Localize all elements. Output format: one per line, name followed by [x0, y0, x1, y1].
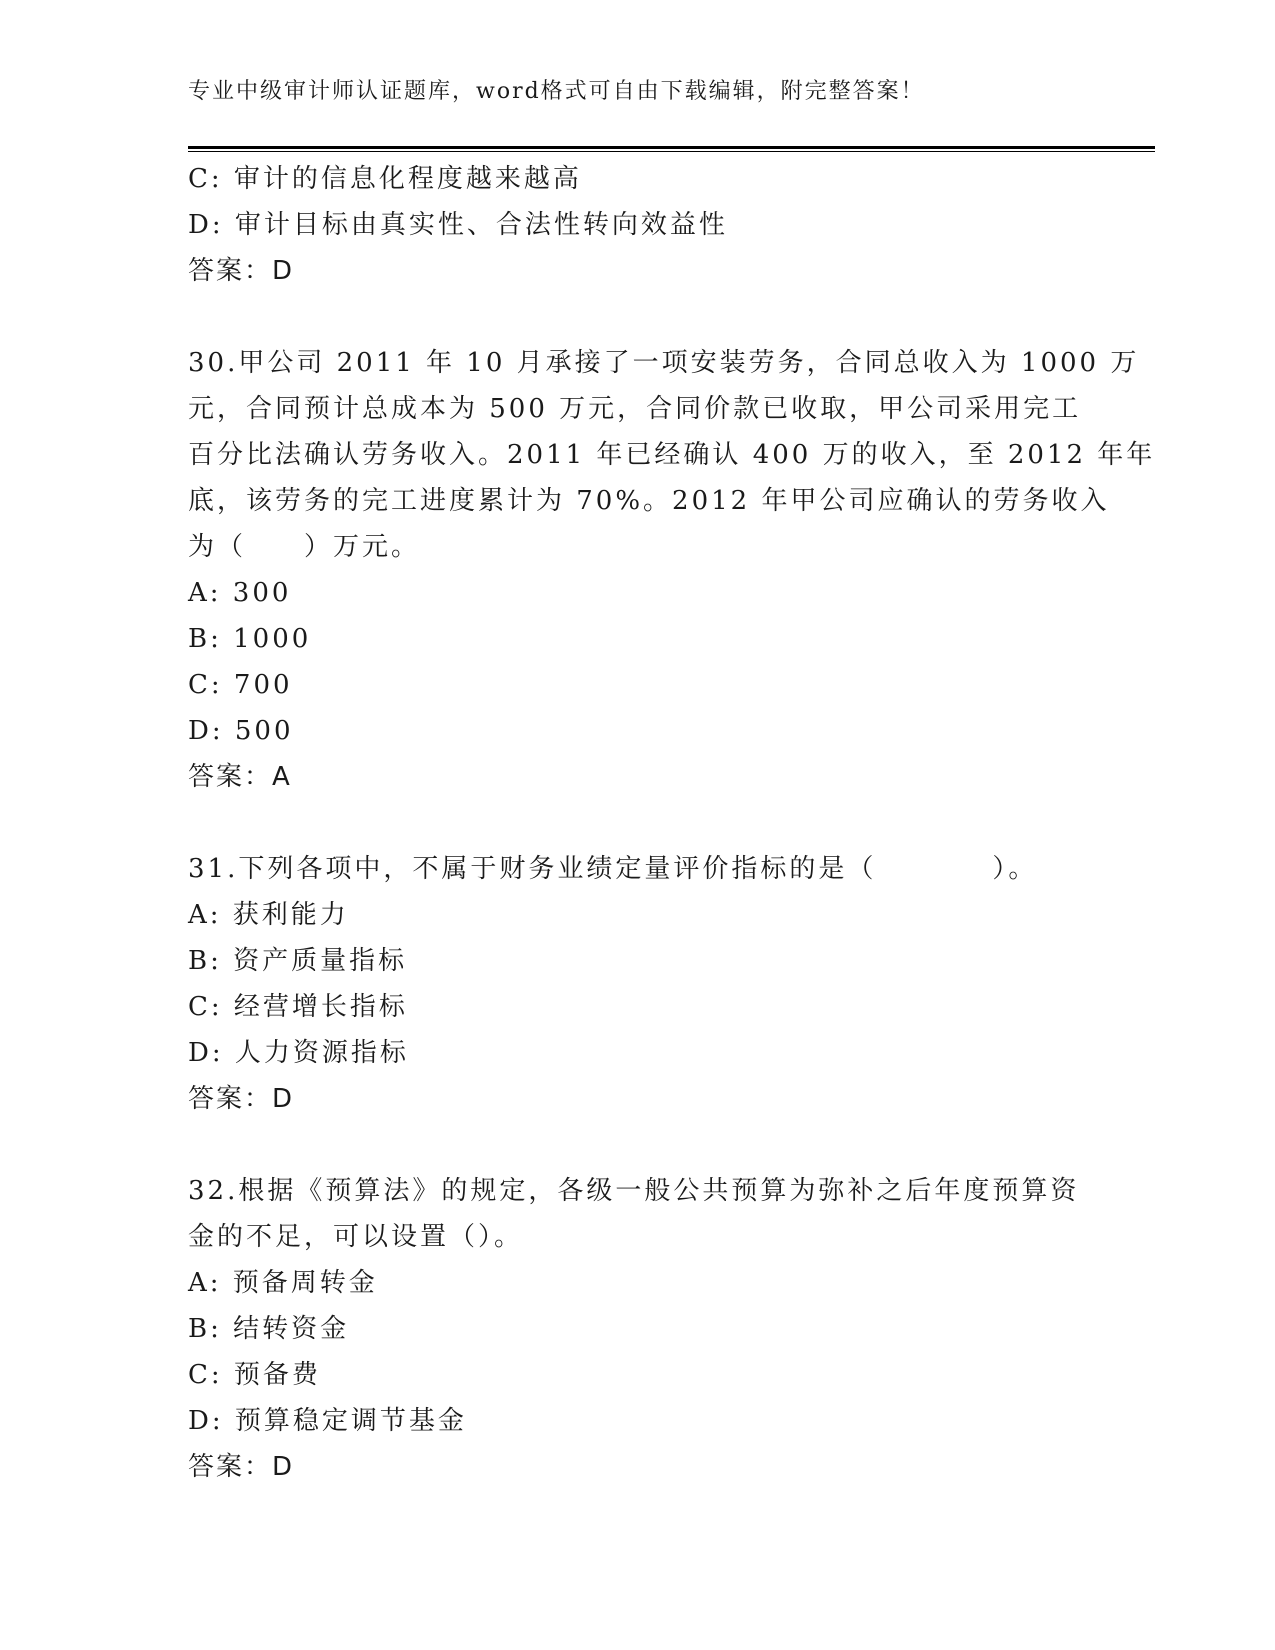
option-d: D: 预算稳定调节基金 [188, 1406, 467, 1436]
option-d: D: 人力资源指标 [188, 1038, 409, 1068]
answer: 答案：A [188, 762, 292, 792]
option-b: B: 结转资金 [188, 1314, 350, 1344]
question-stem-line: 32.根据《预算法》的规定，各级一般公共预算为弥补之后年度预算资 [188, 1176, 1080, 1206]
header-rule [188, 146, 1155, 152]
question-stem-line: 30.甲公司 2011 年 10 月承接了一项安装劳务，合同总收入为 1000 万 [188, 348, 1140, 378]
option-c: C: 700 [188, 670, 293, 700]
option-c: C: 经营增长指标 [188, 992, 408, 1022]
answer: 答案：D [188, 256, 295, 286]
option-b: B: 资产质量指标 [188, 946, 408, 976]
option-d: D: 500 [188, 716, 294, 746]
option-c: C: 预备费 [188, 1360, 321, 1390]
option-a: A: 获利能力 [188, 900, 349, 930]
question-stem-line: 元，合同预计总成本为 500 万元，合同价款已收取，甲公司采用完工 [188, 394, 1082, 424]
answer: 答案：D [188, 1452, 295, 1482]
previous-question-tail [188, 156, 1118, 294]
option-a: A: 300 [188, 578, 292, 608]
question-31 [188, 846, 1118, 1122]
question-32 [188, 1168, 1118, 1490]
question-stem-line: 31.下列各项中，不属于财务业绩定量评价指标的是（ ）。 [188, 854, 1038, 884]
option-b: B: 1000 [188, 624, 312, 654]
answer: 答案：D [188, 1084, 295, 1114]
option-a: A: 预备周转金 [188, 1268, 378, 1298]
question-stem-line: 金的不足，可以设置（）。 [188, 1222, 524, 1252]
question-content [188, 156, 1156, 1490]
question-stem-line: 百分比法确认劳务收入。2011 年已经确认 400 万的收入，至 2012 年年 [188, 440, 1156, 470]
question-stem-line: 底，该劳务的完工进度累计为 70%。2012 年甲公司应确认的劳务收入 [188, 486, 1110, 516]
option-c: C: 审计的信息化程度越来越高 [188, 164, 582, 194]
page-header: 专业中级审计师认证题库，word格式可自由下载编辑，附完整答案！ [188, 79, 925, 104]
question-30 [188, 340, 1156, 800]
option-d: D: 审计目标由真实性、合法性转向效益性 [188, 210, 728, 240]
question-stem-line: 为（ ）万元。 [188, 532, 421, 562]
